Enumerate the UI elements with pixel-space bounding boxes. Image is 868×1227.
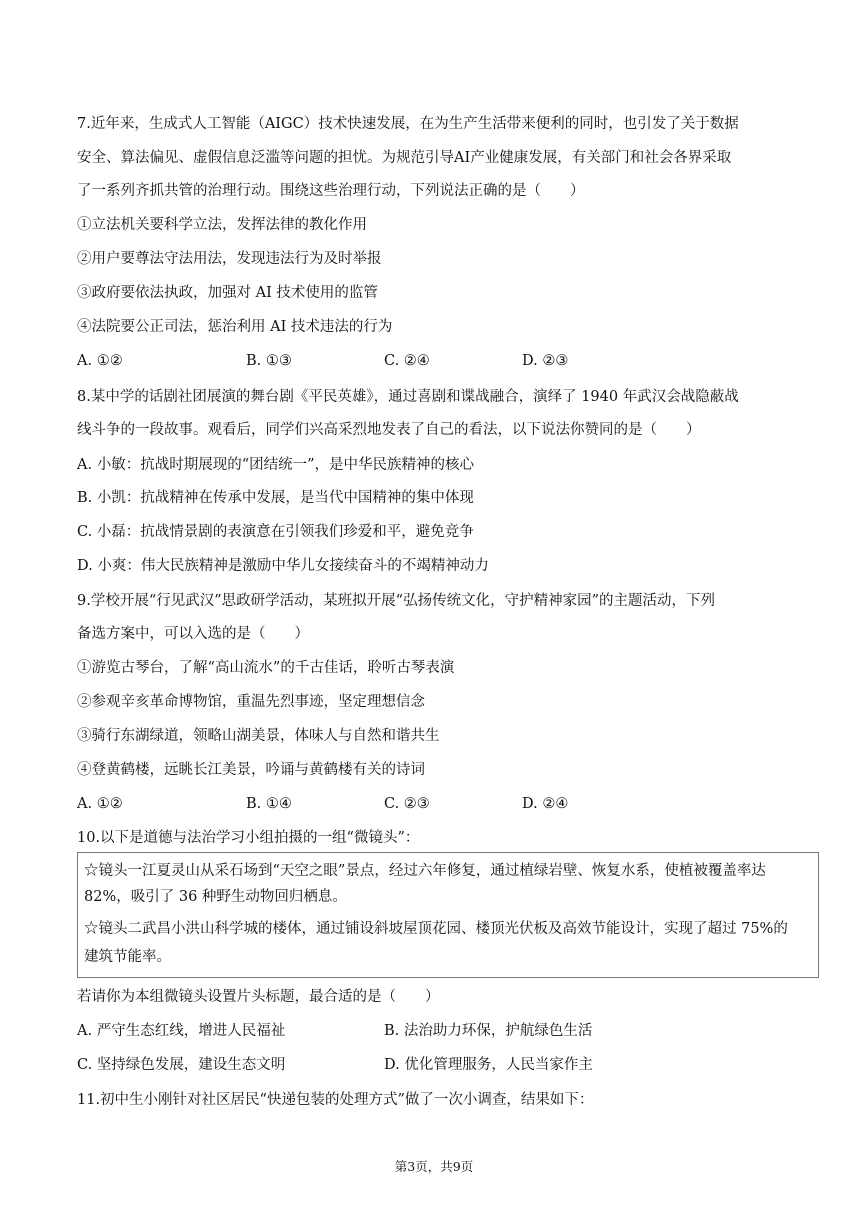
q7-stem-line-3: 了一系列齐抓共管的治理行动。围绕这些治理行动，下列说法正确的是（ ） xyxy=(77,183,585,199)
q9-option-a: A. ①② xyxy=(77,796,123,812)
q10-box-line-1: ☆镜头一江夏灵山从采石场到“天空之眼”景点，经过六年修复，通过植绿岩壁、恢复水系，使植被覆盖率达 xyxy=(84,863,766,879)
q8-option-d: D. 小爽：伟大民族精神是激励中华儿女接续奋斗的不竭精神动力 xyxy=(77,558,489,574)
q9-option-b: B. ①④ xyxy=(246,796,292,812)
q7-option-c: C. ②④ xyxy=(384,353,430,369)
q7-option-d: D. ②③ xyxy=(522,353,569,369)
q8-option-b: B. 小凯：抗战精神在传承中发展，是当代中国精神的集中体现 xyxy=(77,490,474,506)
q9-stem-line-1: 9.学校开展“行见武汉”思政研学活动，某班拟开展“弘扬传统文化，守护精神家园”的主题活动，下列 xyxy=(77,593,715,609)
q10-stem: 10.以下是道德与法治学习小组拍摄的一组“微镜头”： xyxy=(77,830,420,846)
q9-item-4: ④登黄鹤楼，远眺长江美景，吟诵与黄鹤楼有关的诗词 xyxy=(77,762,425,778)
q10-question: 若请你为本组微镜头设置片头标题，最合适的是（ ） xyxy=(77,989,440,1005)
q7-stem-line-2: 安全、算法偏见、虚假信息泛滥等问题的担忧。为规范引导AI产业健康发展，有关部门和社会各界采取 xyxy=(77,150,732,166)
q7-item-1: ①立法机关要科学立法，发挥法律的教化作用 xyxy=(77,217,367,233)
q7-option-b: B. ①③ xyxy=(246,353,292,369)
q10-box-line-4: 建筑节能率。 xyxy=(84,949,171,965)
q8-stem-line-2: 线斗争的一段故事。观看后，同学们兴高采烈地发表了自己的看法，以下说法你赞同的是（ ） xyxy=(77,422,701,438)
page-footer: 第3页，共9页 xyxy=(394,1159,474,1174)
q11-stem: 11.初中生小刚针对社区居民“快递包装的处理方式”做了一次小调查，结果如下： xyxy=(77,1092,594,1108)
q9-item-3: ③骑行东湖绿道，领略山湖美景，体味人与自然和谐共生 xyxy=(77,728,440,744)
q10-material-box xyxy=(77,852,819,978)
q10-option-c: C. 坚持绿色发展，建设生态文明 xyxy=(77,1057,286,1073)
q10-option-a: A. 严守生态红线，增进人民福祉 xyxy=(77,1023,286,1039)
q9-item-2: ②参观辛亥革命博物馆，重温先烈事迹，坚定理想信念 xyxy=(77,694,425,710)
q10-option-b: B. 法治助力环保，护航绿色生活 xyxy=(384,1023,593,1039)
q9-option-c: C. ②③ xyxy=(384,796,430,812)
q9-option-d: D. ②④ xyxy=(522,796,569,812)
q7-item-2: ②用户要尊法守法用法，发现违法行为及时举报 xyxy=(77,251,382,267)
q9-item-1: ①游览古琴台，了解“高山流水”的千古佳话，聆听古琴表演 xyxy=(77,660,455,676)
q10-option-d: D. 优化管理服务，人民当家作主 xyxy=(384,1057,593,1073)
q8-option-c: C. 小磊：抗战情景剧的表演意在引领我们珍爱和平，避免竞争 xyxy=(77,524,474,540)
q7-stem-line-1: 7.近年来，生成式人工智能（AIGC）技术快速发展，在为生产生活带来便利的同时，也引发了关于数据 xyxy=(77,116,739,132)
q9-stem-line-2: 备选方案中，可以入选的是（ ） xyxy=(77,626,309,642)
q8-stem-line-1: 8.某中学的话剧社团展演的舞台剧《平民英雄》，通过喜剧和谍战融合，演绎了 1940 年武汉会战隐蔽战 xyxy=(77,389,739,405)
q10-box-line-2: 82%，吸引了 36 种野生动物回归栖息。 xyxy=(84,889,347,905)
q7-option-a: A. ①② xyxy=(77,353,123,369)
q10-box-line-3: ☆镜头二武昌小洪山科学城的楼体，通过铺设斜坡屋顶花园、楼顶光伏板及高效节能设计，实现了超过 75%的 xyxy=(84,921,788,937)
q7-item-4: ④法院要公正司法，惩治利用 AI 技术违法的行为 xyxy=(77,319,393,335)
q7-item-3: ③政府要依法执政，加强对 AI 技术使用的监管 xyxy=(77,285,378,301)
q8-option-a: A. 小敏：抗战时期展现的“团结统一”，是中华民族精神的核心 xyxy=(77,457,475,473)
